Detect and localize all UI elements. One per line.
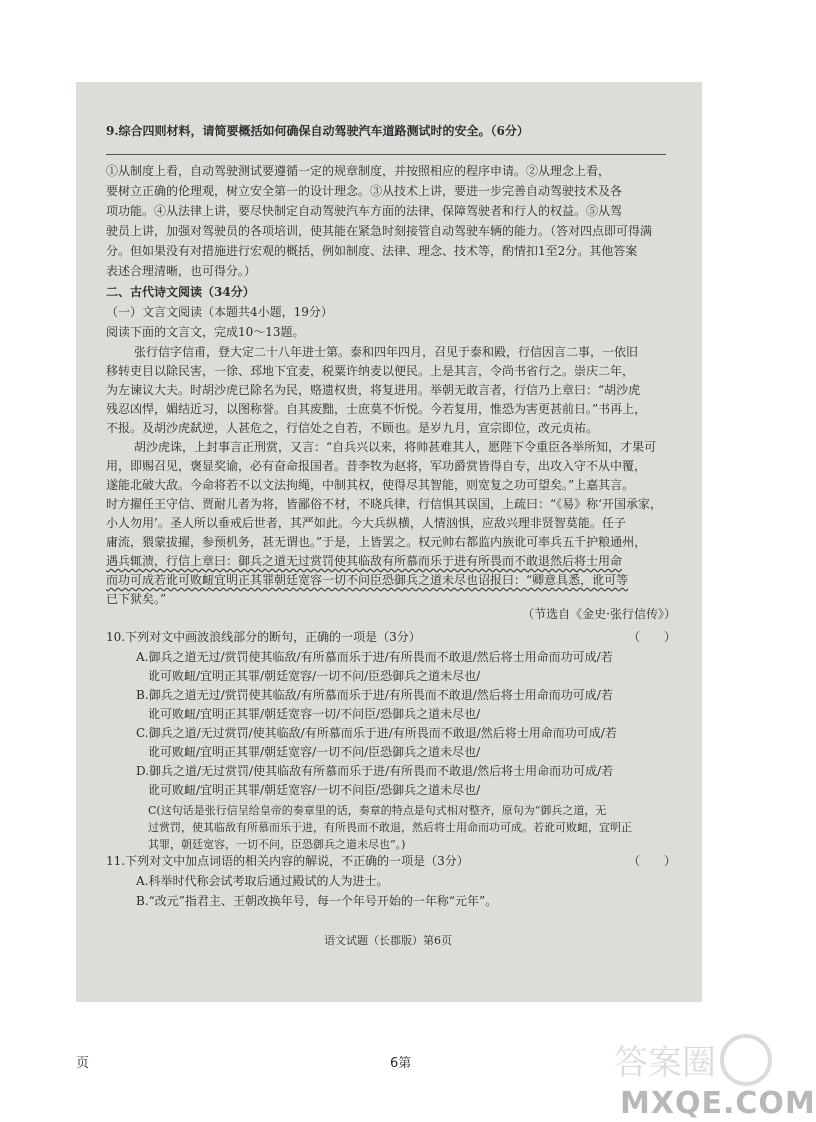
- q10-option-line: 讹可败衄/宜明正其罪/朝廷宽容一切/不问臣/恐御兵之道未尽也/: [148, 707, 481, 721]
- passage-line: 遂能北破大敌。今命将若不以文法拘绳，中制其权，使得尽其智能，则宽复之功可望矣。”上嘉其言。: [106, 478, 635, 492]
- wavy-underlined-text: 遇兵辄溃，行信上章曰：御兵之道无过赏罚使其临敌有所慕而乐于进有所畏而不敢退然后将士用命: [106, 554, 623, 568]
- q10-option-line: A.御兵之道无过/赏罚使其临敌/有所慕而乐于进/有所畏而不敢退/然后将士用命而功可成/若: [136, 650, 613, 664]
- q10-answer-paren: （ ）: [627, 630, 676, 644]
- outer-footer-page-number: 6第: [390, 1056, 412, 1071]
- passage-line: 小人勿用’。圣人所以垂戒后世者，其严如此。今大兵纵横，人情汹惧，应敌兴理非贤智莫能。任子: [106, 516, 626, 530]
- passage-line: 庸流，猥蒙拔擢，参预机务，甚无谓也。”于是，上皆罢之。权元帅右都监内族讹可率兵五千护粮通州，: [106, 535, 647, 549]
- q9-answer-line: 要树立正确的伦理观，树立安全第一的设计理念。③从技术上讲，要进一步完善自动驾驶技术及各: [106, 184, 623, 198]
- q10-option-line: 讹可败衄/宜明正其罪/朝廷宽容/一切不问/臣恐御兵之道未尽也/: [148, 745, 481, 759]
- passage-line: 时方擢任王守信、贾耐儿者为将，皆鄙俗不材，不晓兵律，行信惧其误国，上疏曰：“《易》称‘开国承家，: [106, 497, 662, 511]
- passage-line: 移转吏目以除民害，一徐、邳地下宜麦，税粟许纳麦以便民。上是其言，令尚书省行之。崇庆二年，: [106, 364, 635, 378]
- page-footer: 语文试题（长郡版）第6页: [324, 934, 452, 947]
- q10-option-line: C.御兵之道/无过赏罚/使其临敌/有所慕而乐于进/有所畏而不敢退/然后将士用命而功可成/若: [136, 726, 617, 740]
- answer-divider: [106, 154, 666, 155]
- passage-line: 张行信字信甫，登大定二十八年进士第。泰和四年四月，召见于泰和殿，行信因言二事，一依旧: [134, 345, 639, 359]
- q11-prompt: 11.下列对文中加点词语的相关内容的解说，不正确的一项是（3分）: [106, 854, 469, 868]
- q11-option-a: A.科举时代称会试考取后通过殿试的人为进士。: [136, 874, 389, 888]
- q9-answer-line: 分。但如果没有对措施进行宏观的概括，例如制度、法律、理念、技术等，酌情扣1至2分。其他答案: [106, 244, 638, 258]
- passage-source: （节选自《金史·张行信传》）: [522, 607, 676, 621]
- q9-answer-line: 项功能。④从法律上讲，要尽快制定自动驾驶汽车方面的法律，保障驾驶者和行人的权益。⑤从驾: [106, 204, 623, 218]
- passage-line: 残忍凶悍，媚结近习，以图称誉。自其废黜，士庶莫不忻悦。今若复用，惟恐为害更甚前日。”书再上，: [106, 402, 647, 416]
- q10-option-line: D.御兵之道/无过赏罚/使其临敌有所慕而乐于进/有所畏而不敢退/然后将士用命而功可成/若: [136, 764, 614, 778]
- wavy-underlined-text: 而功可成若讹可败衄宜明正其罪朝廷宽容一切不问臣恐御兵之道未尽也诏报曰：“卿意具悉，讹可等: [106, 573, 629, 587]
- q9-answer-line: 表述合理清晰，也可得分。）: [106, 264, 257, 278]
- passage-line: 用，即赐召见，褒显奖谕，必有奋命报国者。昔李牧为赵将，军功爵赏皆得自专，出攻入守不从中覆，: [106, 459, 647, 473]
- passage-line: [106, 573, 628, 587]
- scanned-exam-page: [76, 82, 702, 1002]
- q10-prompt: 10.下列对文中画波浪线部分的断句，正确的一项是（3分）: [106, 630, 421, 644]
- section-2-1-heading: （一）文言文阅读（本题共4小题，19分）: [106, 305, 333, 319]
- q11-option-b: B.“改元”指君主、王朝改换年号，每一个年号开始的一年称“元年”。: [136, 894, 498, 908]
- passage-line: 已下狱矣。”: [106, 592, 167, 606]
- passage-line: [106, 554, 622, 568]
- reading-instruction: 阅读下面的文言文，完成10～13题。: [106, 325, 305, 339]
- q9-answer-line: ①从制度上看，自动驾驶测试要遵循一定的规章制度，并按照相应的程序申请。②从理念上看，: [106, 164, 611, 178]
- q9-prompt: 9.综合四则材料，请简要概括如何确保自动驾驶汽车道路测试时的安全。（6分）: [106, 124, 529, 138]
- q10-option-line: 讹可败衄/宜明正其罪/朝廷宽容/一切不问/臣恐御兵之道未尽也/: [148, 669, 481, 683]
- watermark-url: MXQE.COM: [620, 1086, 816, 1121]
- passage-line: 胡沙虎诛，上封事言正刑赏，又言：“自兵兴以来，将帅甚难其人，愿陛下令重臣各举所知，才果可: [134, 440, 657, 454]
- q10-option-line: 讹可败衄/宜明正其罪/朝廷宽容/一切不问臣/恐御兵之道未尽也/: [148, 783, 481, 797]
- q11-answer-paren: （ ）: [627, 854, 676, 868]
- q9-answer-line: 驶员上讲，加强对驾驶员的各项培训，使其能在紧急时刻接管自动驾驶车辆的能力。（答对四点即可得满: [106, 224, 653, 238]
- section-2-heading: 二、古代诗文阅读（34分）: [106, 285, 255, 299]
- q10-option-line: B.御兵之道无过/赏罚使其临敌/有所慕而乐于进/有所畏而不敢退/然后将士用命而功可成/若: [136, 688, 613, 702]
- q10-explanation-line: C(这句话是张行信呈给皇帝的奏章里的话，奏章的特点是句式相对整齐，原句为“御兵之道，无: [148, 804, 607, 817]
- passage-line: 为左谏议大夫。时胡沙虎已除名为民，赂遗权贵，将复进用。举朝无敢言者，行信乃上章曰：“胡沙虎: [106, 383, 641, 397]
- outer-footer-left: 页: [76, 1056, 90, 1071]
- q10-explanation-line: 过赏罚，使其临敌有所慕而乐于进，有所畏而不敢退，然后将士用命而功可成。若讹可败衄，宜明正: [148, 821, 632, 834]
- q10-explanation-line: 其罪，朝廷宽容，一切不问，臣恐御兵之道未尽也”。): [148, 838, 406, 851]
- watermark-text: 答案圈: [614, 1043, 716, 1083]
- passage-line: 不报。及胡沙虎弑逆，人甚危之，行信处之自若，不顾也。是岁九月，宣宗即位，改元贞祐。: [106, 421, 599, 435]
